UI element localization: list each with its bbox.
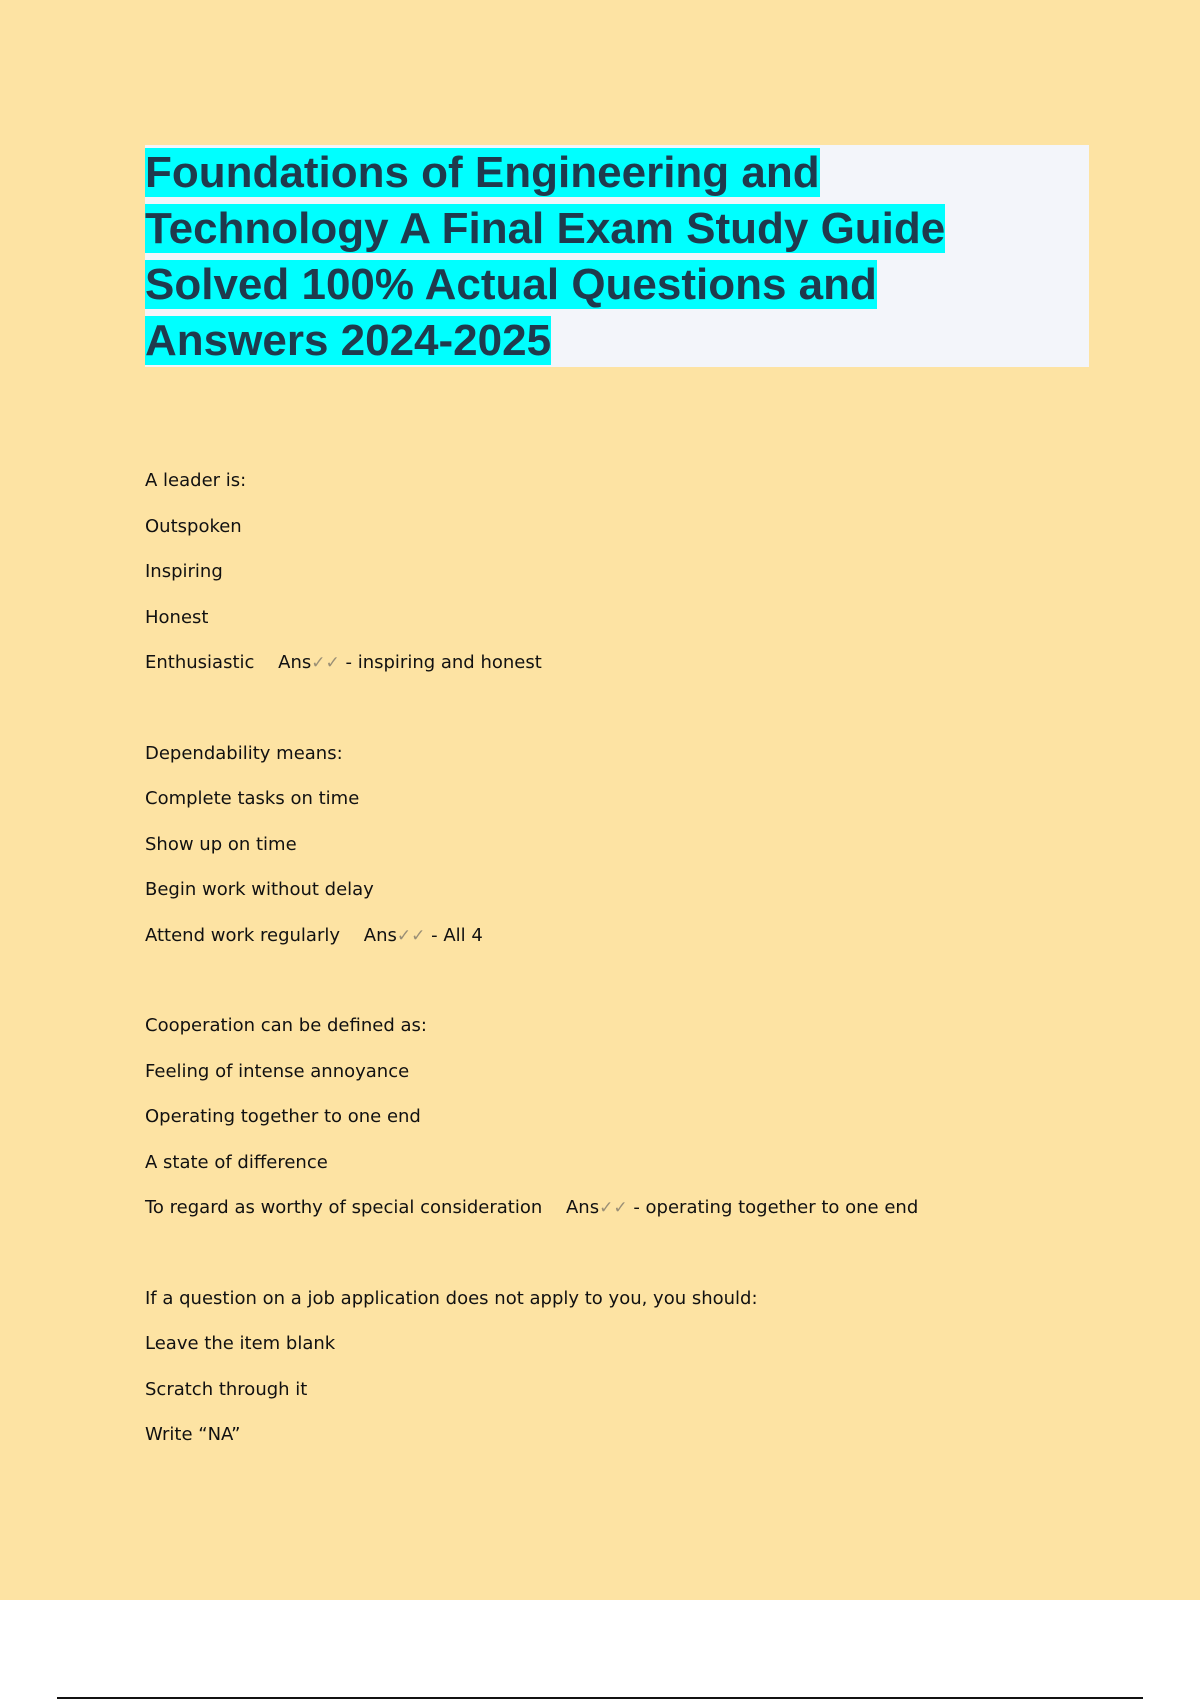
title-line-4: Answers 2024-2025	[145, 316, 552, 365]
option-text: Show up on time	[145, 833, 297, 855]
question-item	[145, 731, 1105, 959]
option-text: Honest	[145, 606, 209, 628]
title-line-1: Foundations of Engineering and	[145, 148, 820, 197]
checkmark-icon: ✓✓	[599, 1198, 628, 1218]
answer-text: - inspiring and honest	[345, 652, 542, 673]
option-text: Operating together to one end	[145, 1106, 421, 1127]
ans-label: Ans	[565, 1197, 600, 1218]
ans-label: Ans	[363, 924, 397, 946]
option-with-answer	[145, 640, 1105, 686]
answer-text: - operating together to one end	[633, 1197, 919, 1218]
option-text: To regard as worthy of special consideration	[145, 1197, 543, 1218]
ans-label: Ans	[278, 652, 312, 673]
option-text: Write “NA”	[145, 1424, 241, 1445]
question-prompt: Cooperation can be defined as:	[145, 1015, 427, 1036]
title-line-2: Technology A Final Exam Study Guide	[145, 204, 946, 253]
option-text: Feeling of intense annoyance	[145, 1060, 410, 1082]
checkmark-icon: ✓✓	[396, 925, 426, 946]
footer-divider	[57, 1697, 1143, 1699]
option-text: Leave the item blank	[145, 1333, 336, 1354]
question-prompt: Dependability means:	[145, 742, 343, 764]
option-text: Begin work without delay	[145, 879, 374, 900]
option-text: A state of difference	[145, 1151, 328, 1173]
question-prompt: If a question on a job application does not apply to you, you should:	[145, 1287, 758, 1309]
option-with-answer	[145, 913, 1105, 959]
option-with-answer	[145, 1185, 1105, 1231]
title-block	[145, 145, 1089, 367]
answer-text: - All 4	[431, 924, 483, 946]
title-line-3: Solved 100% Actual Questions and	[145, 260, 877, 309]
option-text: Enthusiastic	[145, 652, 255, 673]
option-text: Scratch through it	[145, 1378, 308, 1400]
option-text: Complete tasks on time	[145, 788, 360, 809]
question-item	[145, 1276, 1105, 1458]
option-text: Inspiring	[145, 561, 223, 582]
question-item	[145, 458, 1105, 686]
option-text: Attend work regularly	[145, 924, 341, 946]
checkmark-icon: ✓✓	[311, 653, 340, 673]
question-list	[145, 458, 1105, 1503]
question-prompt: A leader is:	[145, 470, 247, 491]
option-text: Outspoken	[145, 515, 242, 537]
document-title	[145, 145, 1089, 369]
question-item	[145, 1003, 1105, 1231]
